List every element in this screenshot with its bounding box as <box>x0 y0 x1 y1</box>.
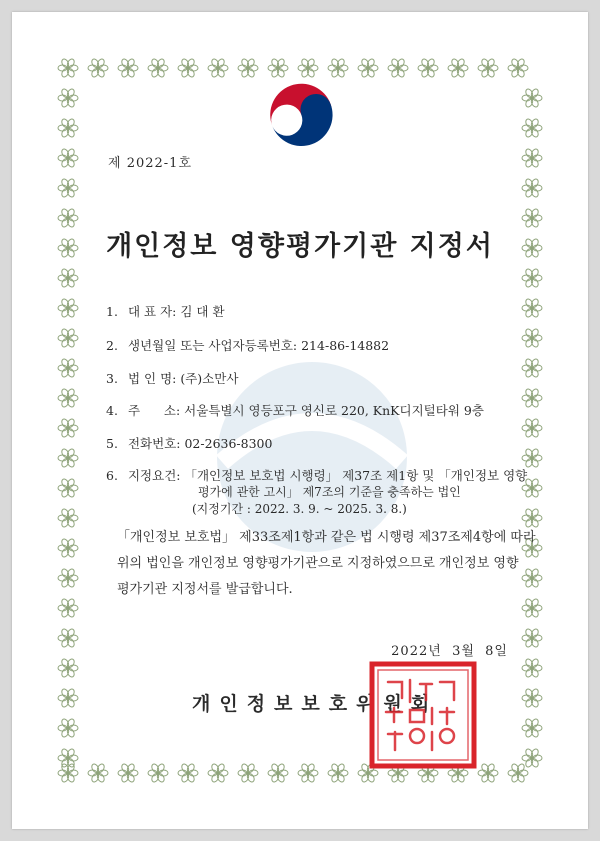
field-requirements <box>106 468 527 483</box>
field-phone <box>106 436 272 451</box>
border-flower <box>58 688 78 708</box>
field-company-name <box>106 371 238 386</box>
field-value: 02-2636-8300 <box>184 436 273 451</box>
field-label: 주 소: <box>127 403 181 418</box>
border-flower <box>58 718 78 738</box>
border-flower <box>88 763 108 783</box>
field-label: 대 표 자: <box>127 304 177 319</box>
field-number: 2. <box>106 338 118 353</box>
border-flower <box>478 58 498 78</box>
designation-statement <box>117 525 536 603</box>
border-flower <box>58 748 78 768</box>
border-flower <box>522 148 542 168</box>
statement-line: 「개인정보 보호법」 제33조제1항과 같은 법 시행령 제37조제4항에 따라 <box>117 530 536 545</box>
requirement-line: 평가에 관한 고시」 제7조의 기준을 충족하는 법인 <box>198 485 461 499</box>
border-flower <box>58 418 78 438</box>
field-address <box>106 403 484 418</box>
border-flower <box>58 598 78 618</box>
border-flower <box>208 763 228 783</box>
field-value: (주)소만사 <box>180 371 239 386</box>
border-flower <box>298 763 318 783</box>
border-flower <box>58 538 78 558</box>
border-flower <box>58 358 78 378</box>
issuing-authority: 개인정보보호위원회 <box>192 693 439 715</box>
border-flower <box>58 118 78 138</box>
border-flower <box>388 58 408 78</box>
border-flower <box>148 763 168 783</box>
field-number: 3. <box>106 371 118 386</box>
border-flower <box>58 763 78 783</box>
border-flower <box>522 268 542 288</box>
field-label: 전화번호: <box>127 436 181 451</box>
designation-period: (지정기간 : 2022. 3. 9. ~ 2025. 3. 8.) <box>192 502 407 516</box>
border-flower <box>522 358 542 378</box>
field-label: 법 인 명: <box>127 371 177 386</box>
issue-date: 2022년 3월 8일 <box>391 644 508 659</box>
border-flower <box>522 718 542 738</box>
border-flower <box>238 58 258 78</box>
border-flower <box>418 58 438 78</box>
border-flower <box>58 178 78 198</box>
statement-line: 평가기관 지정서를 발급합니다. <box>117 582 293 597</box>
border-flower <box>58 388 78 408</box>
field-value: 「개인정보 보호법 시행령」 제37조 제1항 및 「개인정보 영향 <box>184 468 528 483</box>
field-value: 214-86-14882 <box>301 338 390 353</box>
border-flower <box>522 418 542 438</box>
border-flower <box>522 688 542 708</box>
border-flower <box>58 58 78 78</box>
official-seal-icon <box>368 660 478 770</box>
border-flower <box>58 568 78 588</box>
document-title: 개인정보 영향평가기관 지정서 <box>106 231 494 262</box>
border-flower <box>58 478 78 498</box>
field-number: 6. <box>106 468 118 483</box>
field-representative <box>106 304 225 319</box>
border-flower <box>522 448 542 468</box>
border-flower <box>522 328 542 348</box>
border-flower <box>238 763 258 783</box>
field-registration-number <box>106 338 389 353</box>
border-flower <box>522 88 542 108</box>
border-flower <box>522 178 542 198</box>
field-number: 4. <box>106 403 118 418</box>
border-flower <box>58 448 78 468</box>
field-label: 생년월일 또는 사업자등록번호: <box>127 338 298 353</box>
field-number: 5. <box>106 436 118 451</box>
border-flower <box>522 298 542 318</box>
field-value: 서울특별시 영등포구 영신로 220, KnK디지털타워 9층 <box>184 403 484 418</box>
border-flower <box>358 58 378 78</box>
border-flower <box>58 508 78 528</box>
border-flower <box>508 763 528 783</box>
border-flower <box>148 58 168 78</box>
border-flower <box>178 763 198 783</box>
certificate-page <box>12 12 588 829</box>
border-flower <box>88 58 108 78</box>
border-flower <box>508 58 528 78</box>
border-flower <box>58 328 78 348</box>
border-flower <box>118 58 138 78</box>
border-flower <box>448 58 468 78</box>
border-flower <box>58 298 78 318</box>
border-flower <box>58 268 78 288</box>
border-flower <box>178 58 198 78</box>
statement-line: 위의 법인을 개인정보 영향평가기관으로 지정하였으므로 개인정보 영향 <box>117 556 519 571</box>
field-label: 지정요건: <box>127 468 181 483</box>
field-number: 1. <box>106 304 118 319</box>
field-value: 김 대 환 <box>180 304 225 319</box>
document-number: 제 2022-1호 <box>108 156 192 171</box>
border-flower <box>58 88 78 108</box>
border-flower <box>328 763 348 783</box>
border-flower <box>118 763 138 783</box>
border-flower <box>522 118 542 138</box>
border-flower <box>58 658 78 678</box>
border-flower <box>522 748 542 768</box>
border-flower <box>522 628 542 648</box>
border-flower <box>522 658 542 678</box>
border-flower <box>58 148 78 168</box>
border-flower <box>522 388 542 408</box>
border-flower <box>208 58 228 78</box>
border-flower <box>478 763 498 783</box>
national-emblem-icon <box>259 70 341 152</box>
border-flower <box>268 763 288 783</box>
border-flower <box>58 628 78 648</box>
